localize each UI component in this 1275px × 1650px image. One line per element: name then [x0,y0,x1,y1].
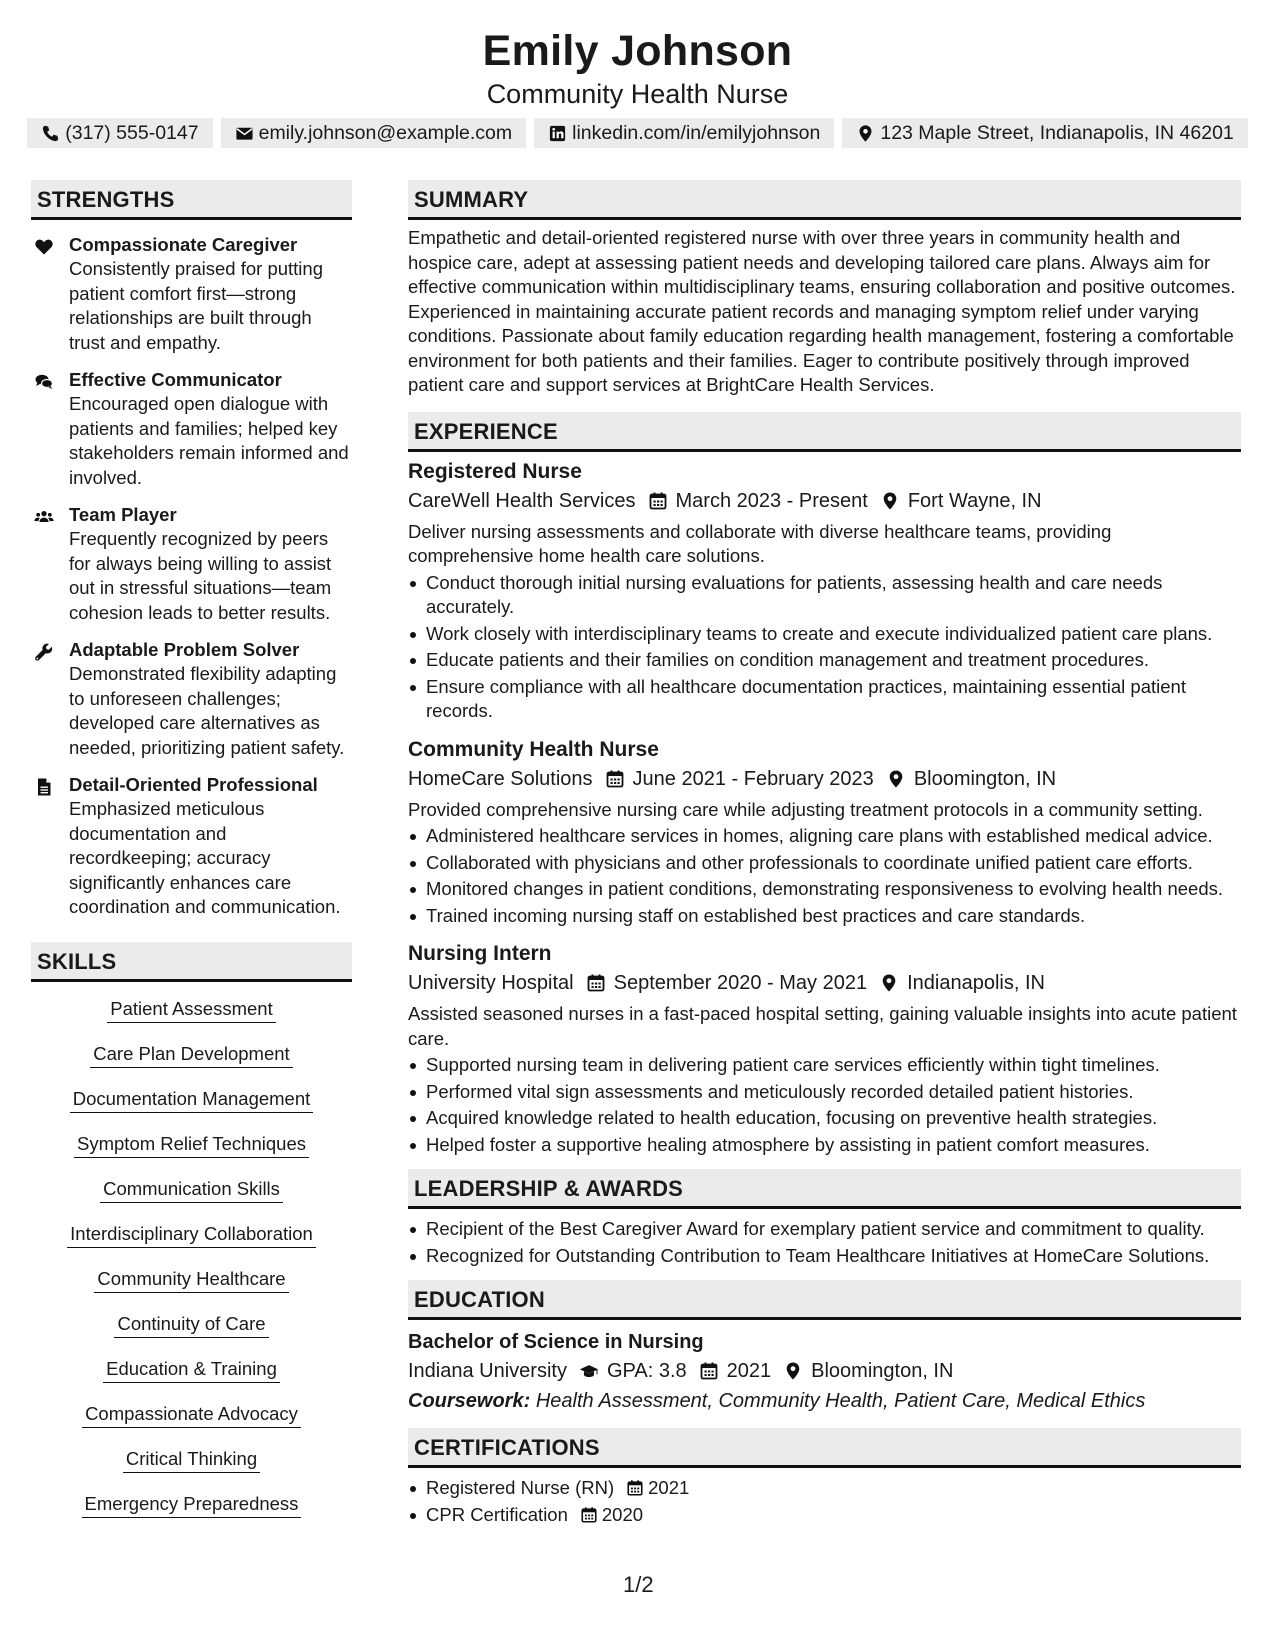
job-location: Bloomington, IN [913,767,1057,790]
certifications-list [408,1476,1241,1527]
job-entry [408,458,1241,724]
skill-tag: Communication Skills [100,1176,283,1203]
location-pin-icon [880,491,900,511]
job-location: Fort Wayne, IN [907,489,1042,512]
job-bullet: Helped foster a supportive healing atmosphere by assisting in patient comfort measures. [408,1133,1241,1158]
linkedin-icon [548,124,567,143]
contact-address [842,118,1247,148]
location-pin-icon [886,769,906,789]
job-meta [408,764,1241,794]
leadership-section [408,1169,1241,1268]
education-heading: EDUCATION [408,1280,1241,1320]
summary-text: Empathetic and detail-oriented registered nurse with over three years in community health and hospice care, adept at assessing patient needs and developing tailored care plans. Always aim for effective communication within multidisciplinary teams, ensuring collaboration and positive outcomes. Experienced in maintaining accurate patient records and managing symptom relief under varying conditions. Passionate about family education regarding health management, fostering a comfortable environment for both patients and their families. Eager to contribute positively through improved patient care and support services at BrightCare Health Services. [408,227,1236,395]
skill-tag: Education & Training [103,1356,280,1383]
strength-title: Effective Communicator [69,369,282,390]
skill-tag: Interdisciplinary Collaboration [67,1221,316,1248]
school-location: Bloomington, IN [811,1360,954,1382]
strength-item [31,233,352,355]
certifications-section [408,1428,1241,1527]
certifications-heading: CERTIFICATIONS [408,1428,1241,1468]
skill-tag: Symptom Relief Techniques [74,1131,309,1158]
certification-year: 2021 [648,1477,690,1498]
calendar-icon [605,769,625,789]
strength-item [31,503,352,625]
calendar-icon [648,491,668,511]
job-bullet: Supported nursing team in delivering patient care services efficiently within tight timelines. [408,1053,1241,1078]
strength-title: Team Player [69,504,177,525]
strength-desc: Emphasized meticulous documentation and recordkeeping; accuracy significantly enhances care coordination and communication. [69,798,341,917]
leadership-heading: LEADERSHIP & AWARDS [408,1169,1241,1209]
job-company: University Hospital [408,972,574,994]
document-icon [34,777,54,797]
gpa: GPA: 3.8 [606,1360,687,1382]
coursework [408,1386,1241,1416]
skill-tag: Emergency Preparedness [82,1491,302,1518]
job-bullet: Conduct thorough initial nursing evaluations for patients, assessing health and care needs accurately. [408,571,1241,620]
heart-icon [34,237,54,257]
skill-tag: Continuity of Care [114,1311,268,1338]
contact-linkedin-text: linkedin.com/in/emilyjohnson [572,122,821,144]
envelope-icon [235,124,254,143]
job-title: Community Health Nurse [408,737,659,761]
job-bullet: Ensure compliance with all healthcare documentation practices, maintaining essential patient records. [408,675,1241,724]
phone-icon [41,124,60,143]
certification-year: 2020 [601,1503,644,1525]
job-dates: September 2020 - May 2021 [613,972,868,994]
skills-heading: SKILLS [31,942,352,982]
contact-bar [0,118,1275,148]
job-entry [408,736,1241,929]
job-bullets [408,1053,1241,1157]
users-icon [34,507,54,527]
calendar-icon [586,973,606,993]
coursework-label: Coursework: [408,1390,531,1412]
contact-phone-text: (317) 555-0147 [65,122,199,144]
job-bullet: Monitored changes in patient conditions, demonstrating responsiveness to evolving health needs. [408,877,1241,902]
job-location: Indianapolis, IN [907,972,1045,994]
wrench-icon [34,642,54,662]
job-title: Nursing Intern [408,942,552,965]
job-bullet: Trained incoming nursing staff on established best practices and care standards. [408,904,1241,929]
experience-heading: EXPERIENCE [408,412,1241,452]
school-name: Indiana University [408,1360,567,1382]
education-section [408,1280,1241,1416]
skill-tag: Care Plan Development [90,1041,292,1068]
location-pin-icon [856,124,875,143]
location-pin-icon [879,973,899,993]
location-pin-icon [783,1361,803,1381]
skill-tag: Patient Assessment [107,996,275,1023]
skills-list [31,996,352,1536]
graduation-year: 2021 [726,1360,772,1382]
strength-title: Adaptable Problem Solver [69,639,300,660]
job-bullets [408,571,1241,724]
page-number: 1/2 [623,1572,654,1597]
job-bullet: Acquired knowledge related to health education, focusing on preventive health strategies. [408,1106,1241,1131]
left-column [31,180,352,1536]
leadership-item: Recipient of the Best Caregiver Award for exemplary patient service and commitment to quality. [408,1217,1241,1242]
job-description: Provided comprehensive nursing care while adjusting treatment protocols in a community setting. [408,798,1203,820]
certification-name: CPR Certification [426,1503,568,1525]
leadership-item: Recognized for Outstanding Contribution to Team Healthcare Initiatives at HomeCare Solutions. [408,1244,1241,1269]
strength-item [31,638,352,760]
contact-phone[interactable] [27,118,212,148]
strength-title: Detail-Oriented Professional [69,774,318,795]
skill-tag: Critical Thinking [123,1446,260,1473]
right-column [408,180,1241,1527]
job-dates: June 2021 - February 2023 [632,767,874,790]
job-description: Assisted seasoned nurses in a fast-paced hospital setting, gaining valuable insights into acute patient care. [408,1003,1237,1049]
job-bullets [408,824,1241,928]
chat-bubbles-icon [34,372,54,392]
job-bullet: Collaborated with physicians and other professionals to coordinate unified patient care efforts. [408,851,1241,876]
strength-item [31,368,352,490]
certification-name: Registered Nurse (RN) [426,1477,615,1498]
strength-desc: Encouraged open dialogue with patients and families; helped key stakeholders remain informed and involved. [69,393,349,488]
summary-heading: SUMMARY [408,180,1241,220]
education-meta [408,1356,1241,1386]
job-dates: March 2023 - Present [675,489,868,512]
strength-title: Compassionate Caregiver [69,234,298,255]
strengths-heading: STRENGTHS [31,180,352,220]
candidate-title: Community Health Nurse [486,79,789,109]
leadership-list [408,1217,1241,1268]
certification-item [408,1476,1241,1501]
calendar-icon [699,1361,719,1381]
job-meta [408,486,1241,516]
job-description: Deliver nursing assessments and collaborate with diverse healthcare teams, providing comprehensive home health care solutions. [408,520,1112,566]
coursework-list: Health Assessment, Community Health, Patient Care, Medical Ethics [535,1390,1146,1412]
resume-header [0,26,1275,148]
calendar-icon [626,1479,644,1497]
job-company: HomeCare Solutions [408,767,593,790]
job-entry [408,940,1241,1157]
strength-item [31,773,352,920]
contact-email-text: emily.johnson@example.com [258,122,513,144]
skill-tag: Documentation Management [70,1086,314,1113]
skill-tag: Compassionate Advocacy [82,1401,301,1428]
strength-desc: Frequently recognized by peers for always being willing to assist out in stressful situations—team cohesion leads to better results. [69,528,332,623]
contact-email[interactable] [221,118,527,148]
job-bullet: Work closely with interdisciplinary teams to create and execute individualized patient care plans. [408,622,1241,647]
graduation-cap-icon [579,1361,599,1381]
degree-title: Bachelor of Science in Nursing [408,1331,704,1353]
contact-linkedin[interactable] [534,118,834,148]
strength-desc: Consistently praised for putting patient comfort first—strong relationships are built through trust and empathy. [69,258,323,353]
skill-tag: Community Healthcare [94,1266,288,1293]
job-bullet: Educate patients and their families on condition management and treatment procedures. [408,648,1241,673]
candidate-name: Emily Johnson [482,27,793,75]
calendar-icon [580,1506,598,1524]
job-bullet: Performed vital sign assessments and meticulously recorded detailed patient histories. [408,1080,1241,1105]
strength-desc: Demonstrated flexibility adapting to unforeseen challenges; developed care alternatives as needed, prioritizing patient safety. [69,663,345,758]
job-meta [408,968,1241,998]
contact-address-text: 123 Maple Street, Indianapolis, IN 46201 [880,122,1234,144]
job-bullet: Administered healthcare services in homes, aligning care plans with established medical advice. [408,824,1241,849]
job-title: Registered Nurse [408,459,582,483]
certification-item [408,1503,1241,1528]
job-company: CareWell Health Services [408,489,636,512]
